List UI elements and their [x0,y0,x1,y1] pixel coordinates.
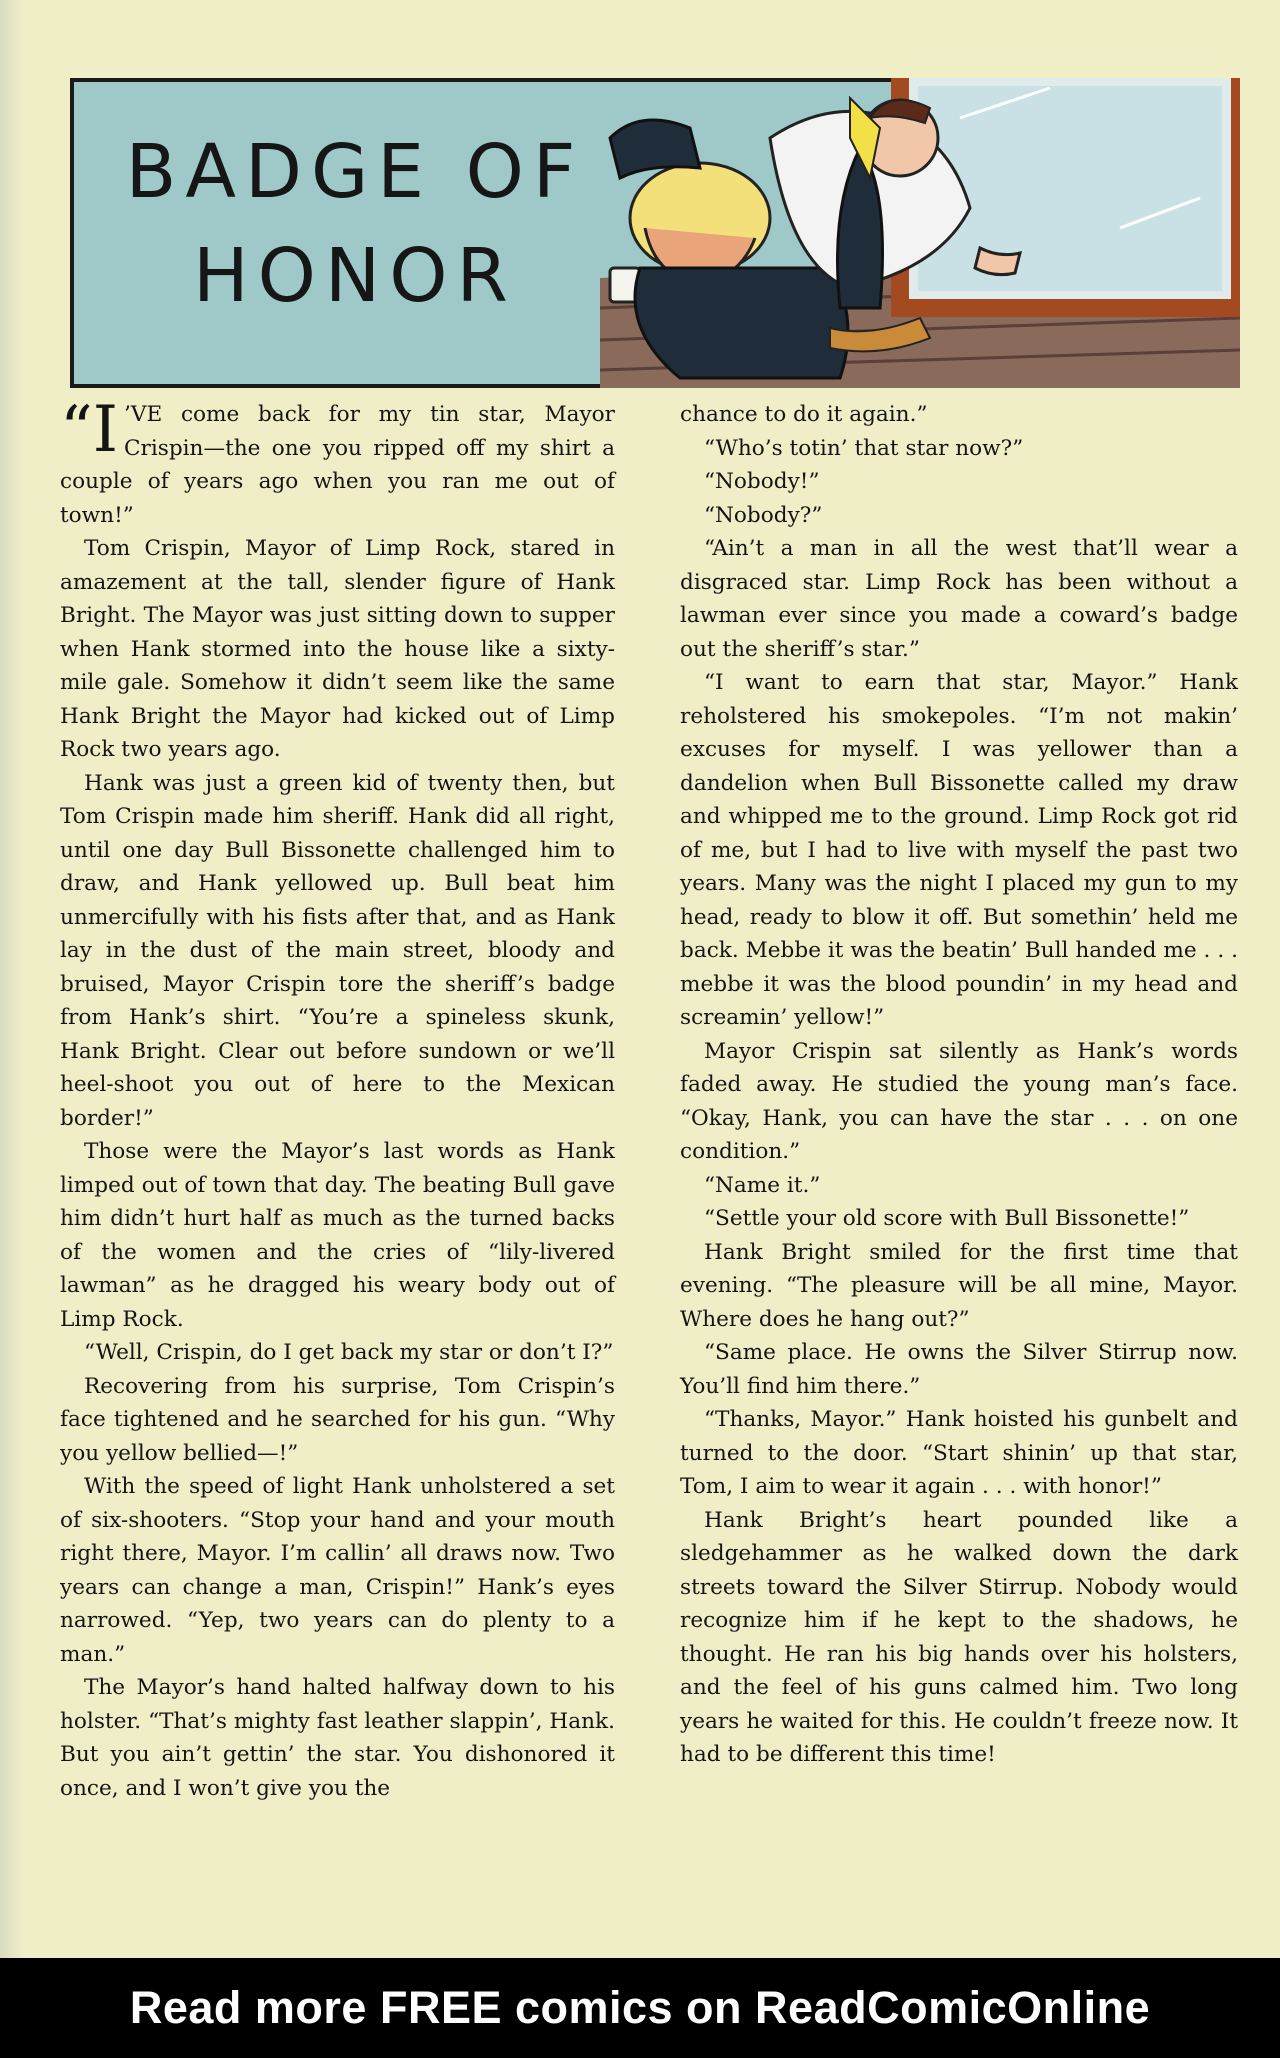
title-line-2: HONOR [193,233,517,319]
paragraph: Tom Crispin, Mayor of Limp Rock, stared in amazement at the tall, slender figure of Hank Bright. The Mayor was just sitting down to supper when Hank stormed into the house like a sixty-mile gale. Somehow it didn’t seem like the same Hank Bright the Mayor had kicked out of Limp Rock two years ago. [60,536,615,762]
paragraph: chance to do it again.” [680,402,928,427]
paragraph: “Settle your old score with Bull Bissonette!” [704,1206,1190,1231]
paragraph: Hank Bright smiled for the first time that evening. “The pleasure will be all mine, Mayor. Where does he hang out?” [680,1239,1238,1332]
paragraph: The Mayor’s hand halted halfway down to his holster. “That’s mighty fast leather slappin’, Hank. But you ain’t gettin’ the star. You dishonored it once, and I won’t give you the [60,1675,615,1801]
paragraph: “I ’VE come back for my tin star, Mayor Crispin—the one you ripped off my shirt a couple of years ago when you ran me out of town!” [60,393,615,528]
paragraph: “Same place. He owns the Silver Stirrup now. You’ll find him there.” [680,1340,1238,1399]
footer-link-text[interactable]: Read more FREE comics on ReadComicOnline [129,1982,1151,2033]
paragraph: Hank Bright’s heart pounded like a sledgehammer as he walked down the dark streets toward the Silver Stirrup. Nobody would recognize him if he kept to the shadows, he thought. He ran his big hands over his holsters, and the feel of his guns calmed him. Two long years he waited for this. He couldn’t freeze now. It had to be different this time! [680,1507,1238,1767]
promo-footer[interactable] [0,1958,1280,2058]
paragraph: “Thanks, Mayor.” Hank hoisted his gunbelt and turned to the door. “Start shinin’ up that star, Tom, I aim to wear it again . . . with honor!” [680,1407,1238,1499]
column-left [60,393,615,1805]
column-right [680,398,1238,1772]
paragraph: Those were the Mayor’s last words as Hank limped out of town that day. The beating Bull gave him didn’t hurt half as much as the turned backs of the women and the cries of “lily-livered lawman” as he dragged his weary body out of Limp Rock. [60,1139,615,1332]
paragraph: “Well, Crispin, do I get back my star or don’t I?” [84,1340,614,1365]
paragraph: Mayor Crispin sat silently as Hank’s words faded away. He studied the young man’s face. “Okay, Hank, you can have the star . . . on one condition.” [680,1038,1238,1164]
paragraph: “I want to earn that star, Mayor.” Hank reholstered his smokepoles. “I’m not makin’ excuses for myself. I was yellower than a dandelion when Bull Bissonette called my draw and whipped me to the ground. Limp Rock got rid of me, but I had to live with myself the past two years. Many was the night I placed my gun to my head, ready to blow it off. But somethin’ held me back. Mebbe it was the beatin’ Bull handed me . . . mebbe it was the blood poundin’ in my head and screamin’ yellow!” [680,670,1238,1030]
paragraph: “Nobody!” [704,469,820,494]
paragraph: Recovering from his surprise, Tom Crispin’s face tightened and he searched for his gun. “Why you yellow bellied—!” [60,1373,615,1466]
fight-illustration [600,78,1240,388]
paragraph: “Ain’t a man in all the west that’ll wear a disgraced star. Limp Rock has been without a lawman ever since you made a coward’s badge out the sheriff’s star.” [680,536,1238,662]
paragraph: Hank was just a green kid of twenty then, but Tom Crispin made him sheriff. Hank did all right, until one day Bull Bissonette challenged him to draw, and Hank yellowed up. Bull beat him unmercifully with his fists after that, and as Hank lay in the dust of the main street, bloody and bruised, Mayor Crispin tore the sheriff’s badge from Hank’s shirt. “You’re a spineless skunk, Hank Bright. Clear out before sundown or we’ll heel-shoot you out of here to the Mexican border!” [60,770,615,1131]
paragraph: “Who’s totin’ that star now?” [704,435,1024,461]
title-line-1: BADGE OF [125,129,585,215]
paragraph: With the speed of light Hank unholstered a set of six-shooters. “Stop your hand and your mouth right there, Mayor. I’m callin’ all draws now. Two years can change a man, Crispin!” Hank’s eyes narrowed. “Yep, two years can do plenty to a man.” [60,1474,615,1667]
paragraph: “Name it.” [704,1172,821,1198]
drop-cap: “I [60,393,118,467]
story-title [95,120,615,328]
paragraph: “Nobody?” [704,502,823,528]
